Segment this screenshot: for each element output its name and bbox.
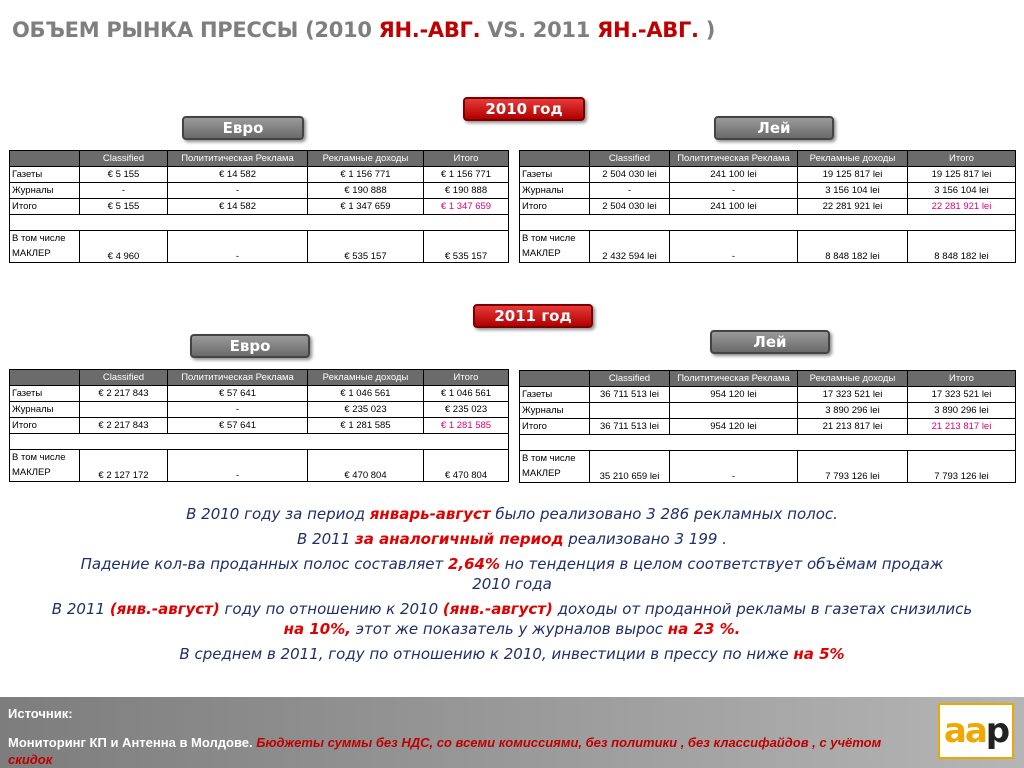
table-header-row [520, 371, 1016, 387]
lei-table-2011 [519, 370, 1016, 483]
blank-cell [10, 215, 509, 231]
column-header: Рекламные доходы [308, 151, 424, 167]
summary-highlight: на 5% [793, 645, 845, 663]
summary-span: реализовано 3 199 . [563, 530, 727, 548]
column-header: Рекламные доходы [798, 371, 908, 387]
column-header: Classified [80, 370, 168, 386]
table-cell: € 1 156 771 [424, 167, 509, 183]
summary-line-5 [20, 644, 1004, 664]
euro-2010-button[interactable]: Евро [182, 116, 304, 140]
table-cell: 3 890 296 lei [798, 403, 908, 419]
table-cell: 3 890 296 lei [908, 403, 1016, 419]
table-cell: € 5 155 [80, 199, 168, 215]
table-cell: € 4 960 [80, 231, 168, 263]
table-row [10, 183, 509, 199]
column-header: Итого [424, 370, 509, 386]
source-text [8, 734, 888, 768]
row-label: Журналы [10, 183, 80, 199]
column-header [520, 371, 590, 387]
summary-highlight: на 23 %. [667, 620, 741, 638]
title-period-2010: ЯН.-АВГ. [378, 18, 481, 42]
makler-row [520, 231, 1016, 263]
table-cell: 3 156 104 lei [908, 183, 1016, 199]
title-part: ОБЪЕМ РЫНКА ПРЕССЫ (2010 [12, 18, 379, 42]
table-cell: 3 156 104 lei [798, 183, 908, 199]
table-cell: - [590, 183, 670, 199]
table-cell: 954 120 lei [670, 419, 798, 435]
table-cell: € 470 804 [308, 450, 424, 482]
row-label: Журналы [520, 403, 590, 419]
table-cell: - [168, 450, 308, 482]
table-cell: 19 125 817 lei [798, 167, 908, 183]
summary-span: но тенденция в целом соответствует объёмам продаж 2010 года [472, 555, 944, 593]
table-cell [590, 403, 670, 419]
summary-span: Падение кол-ва проданных полос составляет [80, 555, 448, 573]
column-header: Classified [590, 151, 670, 167]
table-cell: 7 793 126 lei [798, 451, 908, 483]
logo-part: p [985, 711, 1009, 751]
makler-row [520, 451, 1016, 483]
summary-line-3 [20, 554, 1004, 594]
table-cell: € 1 156 771 [308, 167, 424, 183]
lei-2010-button[interactable]: Лей [714, 116, 834, 140]
makler-label-line: В том числе [522, 233, 576, 244]
page-title [12, 18, 715, 42]
table-cell: € 2 217 843 [80, 386, 168, 402]
column-header: Итого [908, 151, 1016, 167]
table-cell: 36 711 513 lei [590, 419, 670, 435]
column-header: Classified [590, 371, 670, 387]
table-cell: - [80, 183, 168, 199]
row-label: Газеты [520, 167, 590, 183]
table-row [10, 199, 509, 215]
column-header: Полититическая Реклама [670, 371, 798, 387]
blank-row [520, 435, 1016, 451]
table-cell: € 1 281 585 [424, 418, 509, 434]
table-cell: - [168, 183, 308, 199]
column-header: Рекламные доходы [308, 370, 424, 386]
row-label: Газеты [10, 167, 80, 183]
column-header: Classified [80, 151, 168, 167]
makler-label-line: МАКЛЕР [522, 468, 561, 479]
table-cell: 954 120 lei [670, 387, 798, 403]
table-header-row [520, 151, 1016, 167]
table-cell: 241 100 lei [670, 199, 798, 215]
table-cell: € 5 155 [80, 167, 168, 183]
summary-span: доходы от проданной рекламы в газетах снизились [552, 600, 973, 618]
summary-highlight: за аналогичный период [355, 530, 564, 548]
column-header: Итого [908, 371, 1016, 387]
table-row [10, 386, 509, 402]
table-cell: € 470 804 [424, 450, 509, 482]
year-2011-button[interactable]: 2011 год [473, 304, 593, 328]
table-cell: 36 711 513 lei [590, 387, 670, 403]
table-cell: 19 125 817 lei [908, 167, 1016, 183]
makler-label [10, 231, 80, 263]
column-header [10, 370, 80, 386]
summary-highlight: на 10%, [283, 620, 351, 638]
summary-span: В 2011 [297, 530, 356, 548]
year-2010-button[interactable]: 2010 год [463, 97, 585, 121]
lei-table-2010 [519, 150, 1016, 263]
makler-row [10, 450, 509, 482]
table-cell: € 190 888 [308, 183, 424, 199]
makler-label-line: МАКЛЕР [522, 248, 561, 259]
table-row [10, 418, 509, 434]
summary-line-2 [20, 529, 1004, 549]
blank-cell [520, 435, 1016, 451]
summary-span: В 2010 году за период [186, 505, 370, 523]
makler-label-line: МАКЛЕР [12, 467, 51, 478]
table-cell: € 1 347 659 [308, 199, 424, 215]
logo-part: aa [943, 711, 986, 751]
makler-label-line: МАКЛЕР [12, 248, 51, 259]
table-row [520, 419, 1016, 435]
blank-cell [520, 215, 1016, 231]
table-header-row [10, 370, 509, 386]
summary-line-1 [20, 504, 1004, 524]
title-period-2011: ЯН.-АВГ. [597, 18, 699, 42]
summary-highlight: 2,64% [447, 555, 501, 573]
table-cell: 241 100 lei [670, 167, 798, 183]
column-header: Полититическая Реклама [168, 151, 308, 167]
table-cell: € 235 023 [308, 402, 424, 418]
table-row [520, 183, 1016, 199]
table-row [10, 167, 509, 183]
table-cell: € 1 347 659 [424, 199, 509, 215]
row-label: Итого [10, 199, 80, 215]
source-label: Источник: [8, 706, 73, 721]
table-cell: € 190 888 [424, 183, 509, 199]
summary-highlight: январь-август [369, 505, 491, 523]
table-cell: 21 213 817 lei [798, 419, 908, 435]
table-cell: 35 210 659 lei [590, 451, 670, 483]
table-cell: € 57 641 [168, 418, 308, 434]
column-header [520, 151, 590, 167]
source-main: Мониторинг КП и Антенна в Молдове. [8, 735, 257, 750]
summary-span: этот же показатель у журналов вырос [350, 620, 668, 638]
summary-span: было реализовано 3 286 рекламных полос. [490, 505, 838, 523]
column-header: Рекламные доходы [798, 151, 908, 167]
table-cell: € 57 641 [168, 386, 308, 402]
blank-row [10, 434, 509, 450]
table-cell: 8 848 182 lei [908, 231, 1016, 263]
summary-span: В среднем в 2011, году по отношению к 2010, инвестиции в прессу по ниже [179, 645, 794, 663]
table-cell: 22 281 921 lei [908, 199, 1016, 215]
table-cell: € 2 127 172 [80, 450, 168, 482]
table-cell: - [168, 402, 308, 418]
table-cell: € 235 023 [424, 402, 509, 418]
summary-highlight: (янв.-август) [442, 600, 553, 618]
blank-row [520, 215, 1016, 231]
table-cell: 2 504 030 lei [590, 199, 670, 215]
title-part: VS. 2011 [480, 18, 598, 42]
table-cell: 2 432 594 lei [590, 231, 670, 263]
makler-label [10, 450, 80, 482]
row-label: Журналы [520, 183, 590, 199]
row-label: Газеты [10, 386, 80, 402]
euro-table-2011 [9, 369, 509, 482]
table-cell: € 2 217 843 [80, 418, 168, 434]
table-row [520, 403, 1016, 419]
makler-label [520, 451, 590, 483]
summary-span: году по отношению к 2010 [219, 600, 443, 618]
row-label: Итого [520, 419, 590, 435]
column-header: Итого [424, 151, 509, 167]
table-cell: € 535 157 [424, 231, 509, 263]
table-cell: - [168, 231, 308, 263]
summary-highlight: (янв.-август) [109, 600, 220, 618]
summary-span: В 2011 [51, 600, 110, 618]
summary-line-4 [20, 599, 1004, 639]
blank-row [10, 215, 509, 231]
summary-text [20, 504, 1004, 669]
makler-label-line: В том числе [12, 452, 66, 463]
table-cell: 17 323 521 lei [798, 387, 908, 403]
aap-logo [938, 703, 1014, 759]
makler-row [10, 231, 509, 263]
table-cell: € 535 157 [308, 231, 424, 263]
euro-2011-button[interactable]: Евро [190, 334, 310, 358]
column-header [10, 151, 80, 167]
makler-label-line: В том числе [12, 233, 66, 244]
table-row [520, 199, 1016, 215]
blank-cell [10, 434, 509, 450]
footer [0, 697, 1024, 768]
table-header-row [10, 151, 509, 167]
table-cell: 2 504 030 lei [590, 167, 670, 183]
column-header: Полититическая Реклама [670, 151, 798, 167]
table-row [520, 387, 1016, 403]
column-header: Полититическая Реклама [168, 370, 308, 386]
row-label: Итого [10, 418, 80, 434]
table-cell: € 14 582 [168, 199, 308, 215]
table-cell: € 1 281 585 [308, 418, 424, 434]
title-part: ) [698, 18, 716, 42]
table-cell: 22 281 921 lei [798, 199, 908, 215]
table-cell: 7 793 126 lei [908, 451, 1016, 483]
table-row [520, 167, 1016, 183]
row-label: Газеты [520, 387, 590, 403]
table-cell: € 1 046 561 [424, 386, 509, 402]
row-label: Журналы [10, 402, 80, 418]
table-cell: - [670, 183, 798, 199]
table-cell: - [670, 451, 798, 483]
row-label: Итого [520, 199, 590, 215]
makler-label-line: В том числе [522, 453, 576, 464]
euro-table-2010 [9, 150, 509, 263]
table-cell: 17 323 521 lei [908, 387, 1016, 403]
table-cell [80, 402, 168, 418]
table-cell: - [670, 231, 798, 263]
table-cell: € 14 582 [168, 167, 308, 183]
lei-2011-button[interactable]: Лей [710, 330, 830, 354]
table-cell [670, 403, 798, 419]
makler-label [520, 231, 590, 263]
table-cell: € 1 046 561 [308, 386, 424, 402]
table-row [10, 402, 509, 418]
table-cell: 8 848 182 lei [798, 231, 908, 263]
source-note: Бюджеты суммы без НДС, со всеми комиссиями, без политики , без классифайдов , с учётом скидок [8, 735, 882, 767]
table-cell: 21 213 817 lei [908, 419, 1016, 435]
